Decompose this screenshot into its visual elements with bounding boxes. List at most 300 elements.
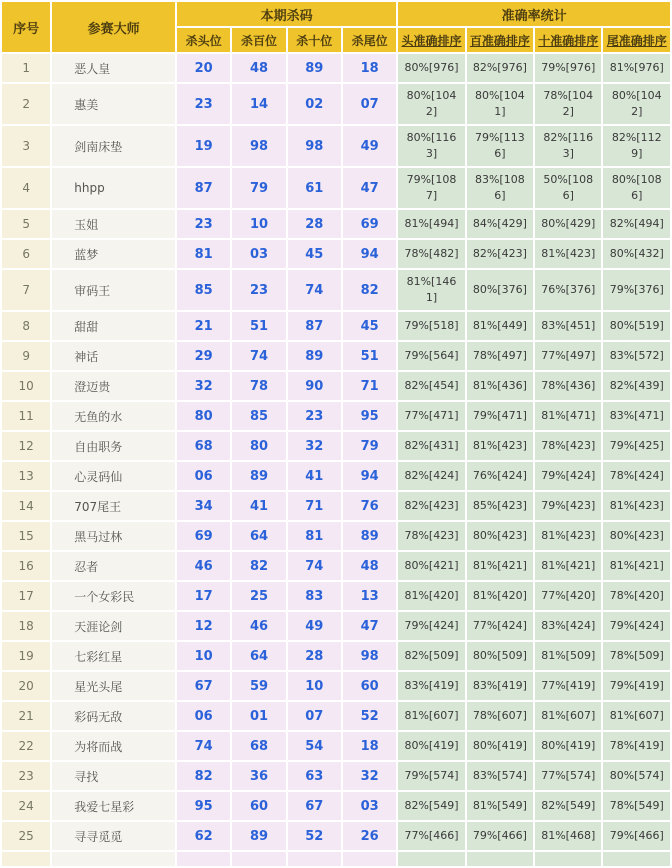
serial-cell: 10 <box>2 372 50 400</box>
master-name-cell: 无鱼的水 <box>52 402 175 430</box>
accuracy-sort-header-2[interactable] <box>467 28 533 52</box>
serial-cell: 11 <box>2 402 50 430</box>
table-row <box>2 210 670 238</box>
kill-number-cell-1: 19 <box>177 126 230 166</box>
accuracy-cell-1: 80%[976] <box>398 54 464 82</box>
kill-number-cell-4: 49 <box>343 126 396 166</box>
accuracy-cell-3: 77%[420] <box>535 582 601 610</box>
accuracy-cell-3: 81%[423] <box>535 522 601 550</box>
accuracy-cell-2: 80%[1041] <box>467 84 533 124</box>
accuracy-sort-header-1[interactable] <box>398 28 464 52</box>
serial-cell: 25 <box>2 822 50 850</box>
accuracy-cell-3: 80%[419] <box>535 732 601 760</box>
accuracy-cell-1: 80%[1042] <box>398 84 464 124</box>
kill-number-cell-1: 10 <box>177 642 230 670</box>
kill-number-cell-1: 17 <box>177 582 230 610</box>
serial-cell: 20 <box>2 672 50 700</box>
kill-number-cell-4: 45 <box>343 312 396 340</box>
partial-cell <box>2 852 50 866</box>
accuracy-cell-2: 83%[1086] <box>467 168 533 208</box>
accuracy-cell-4: 79%[424] <box>603 612 670 640</box>
accuracy-cell-4: 80%[423] <box>603 522 670 550</box>
accuracy-cell-1: 82%[509] <box>398 642 464 670</box>
table-row <box>2 792 670 820</box>
kill-number-cell-4: 52 <box>343 702 396 730</box>
kill-number-cell-3: 02 <box>288 84 341 124</box>
kill-number-cell-4: 13 <box>343 582 396 610</box>
accuracy-cell-2: 76%[424] <box>467 462 533 490</box>
accuracy-cell-1: 79%[518] <box>398 312 464 340</box>
accuracy-cell-1: 80%[1163] <box>398 126 464 166</box>
accuracy-cell-2: 83%[574] <box>467 762 533 790</box>
kill-number-cell-4: 94 <box>343 240 396 268</box>
kill-number-cell-1: 74 <box>177 732 230 760</box>
kill-number-cell-1: 21 <box>177 312 230 340</box>
accuracy-cell-1: 80%[421] <box>398 552 464 580</box>
master-name-cell: 天涯论剑 <box>52 612 175 640</box>
accuracy-sort-header-3[interactable] <box>535 28 601 52</box>
kill-number-cell-1: 69 <box>177 522 230 550</box>
accuracy-cell-3: 81%[607] <box>535 702 601 730</box>
kill-number-cell-4: 94 <box>343 462 396 490</box>
serial-cell: 18 <box>2 612 50 640</box>
kill-number-cell-4: 47 <box>343 168 396 208</box>
accuracy-cell-3: 81%[471] <box>535 402 601 430</box>
kill-number-cell-4: 98 <box>343 642 396 670</box>
master-name-cell: 恶人皇 <box>52 54 175 82</box>
table-row <box>2 168 670 208</box>
accuracy-cell-2: 78%[497] <box>467 342 533 370</box>
accuracy-cell-3: 83%[424] <box>535 612 601 640</box>
accuracy-cell-2: 77%[424] <box>467 612 533 640</box>
serial-cell: 15 <box>2 522 50 550</box>
kill-number-cell-4: 95 <box>343 402 396 430</box>
table-row <box>2 522 670 550</box>
serial-cell: 17 <box>2 582 50 610</box>
accuracy-cell-2: 81%[436] <box>467 372 533 400</box>
kill-number-cell-3: 28 <box>288 642 341 670</box>
kill-number-cell-3: 23 <box>288 402 341 430</box>
kill-number-cell-4: 71 <box>343 372 396 400</box>
kill-number-cell-2: 79 <box>232 168 285 208</box>
master-name-cell: 心灵码仙 <box>52 462 175 490</box>
kill-number-cell-2: 64 <box>232 522 285 550</box>
kill-number-cell-4: 47 <box>343 612 396 640</box>
serial-cell: 7 <box>2 270 50 310</box>
accuracy-cell-1: 78%[423] <box>398 522 464 550</box>
kill-number-cell-2: 23 <box>232 270 285 310</box>
kill-number-cell-2: 98 <box>232 126 285 166</box>
accuracy-cell-2: 81%[549] <box>467 792 533 820</box>
kill-number-cell-2: 60 <box>232 792 285 820</box>
kill-number-cell-3: 89 <box>288 342 341 370</box>
accuracy-cell-2: 78%[607] <box>467 702 533 730</box>
serial-cell: 3 <box>2 126 50 166</box>
accuracy-cell-4: 79%[425] <box>603 432 670 460</box>
kill-number-cell-2: 10 <box>232 210 285 238</box>
serial-cell: 14 <box>2 492 50 520</box>
accuracy-cell-2: 82%[423] <box>467 240 533 268</box>
partial-cell <box>177 852 230 866</box>
kill-number-cell-1: 12 <box>177 612 230 640</box>
accuracy-cell-1: 81%[607] <box>398 702 464 730</box>
accuracy-cell-4: 80%[1086] <box>603 168 670 208</box>
accuracy-cell-2: 81%[449] <box>467 312 533 340</box>
accuracy-cell-3: 77%[574] <box>535 762 601 790</box>
accuracy-cell-1: 81%[420] <box>398 582 464 610</box>
serial-cell: 16 <box>2 552 50 580</box>
kill-number-cell-4: 07 <box>343 84 396 124</box>
kill-number-cell-2: 85 <box>232 402 285 430</box>
kill-number-cell-3: 54 <box>288 732 341 760</box>
kill-number-cell-3: 83 <box>288 582 341 610</box>
kill-number-cell-3: 63 <box>288 762 341 790</box>
table-row <box>2 702 670 730</box>
serial-cell: 9 <box>2 342 50 370</box>
accuracy-cell-3: 76%[376] <box>535 270 601 310</box>
partial-cell <box>343 852 396 866</box>
kill-number-cell-4: 89 <box>343 522 396 550</box>
serial-cell: 13 <box>2 462 50 490</box>
kill-number-cell-2: 01 <box>232 702 285 730</box>
accuracy-cell-3: 78%[1042] <box>535 84 601 124</box>
accuracy-cell-3: 82%[549] <box>535 792 601 820</box>
kill-number-cell-3: 45 <box>288 240 341 268</box>
kill-number-cell-3: 49 <box>288 612 341 640</box>
accuracy-cell-3: 81%[421] <box>535 552 601 580</box>
serial-cell: 4 <box>2 168 50 208</box>
kill-number-cell-2: 51 <box>232 312 285 340</box>
table-row <box>2 126 670 166</box>
accuracy-cell-4: 82%[439] <box>603 372 670 400</box>
master-name-cell: 黑马过林 <box>52 522 175 550</box>
master-name-cell: 我爱七星彩 <box>52 792 175 820</box>
accuracy-cell-3: 81%[423] <box>535 240 601 268</box>
master-name-cell: hhpp <box>52 168 175 208</box>
kill-number-cell-2: 78 <box>232 372 285 400</box>
accuracy-cell-1: 82%[454] <box>398 372 464 400</box>
accuracy-cell-3: 77%[497] <box>535 342 601 370</box>
accuracy-cell-1: 79%[424] <box>398 612 464 640</box>
kill-number-cell-1: 23 <box>177 210 230 238</box>
accuracy-cell-2: 83%[419] <box>467 672 533 700</box>
kill-number-cell-2: 36 <box>232 762 285 790</box>
accuracy-cell-4: 81%[607] <box>603 702 670 730</box>
kill-number-cell-1: 20 <box>177 54 230 82</box>
master-name-cell: 一个女彩民 <box>52 582 175 610</box>
accuracy-cell-3: 78%[423] <box>535 432 601 460</box>
accuracy-cell-1: 82%[431] <box>398 432 464 460</box>
accuracy-cell-1: 80%[419] <box>398 732 464 760</box>
accuracy-cell-1: 81%[494] <box>398 210 464 238</box>
accuracy-sort-link-1[interactable]: 头准确排序 <box>401 33 462 48</box>
kill-number-cell-4: 26 <box>343 822 396 850</box>
partial-cell <box>288 852 341 866</box>
kill-number-cell-3: 61 <box>288 168 341 208</box>
kill-number-cell-2: 64 <box>232 642 285 670</box>
table-row <box>2 672 670 700</box>
accuracy-cell-3: 80%[429] <box>535 210 601 238</box>
accuracy-cell-4: 80%[519] <box>603 312 670 340</box>
kill-number-cell-2: 74 <box>232 342 285 370</box>
accuracy-cell-2: 80%[509] <box>467 642 533 670</box>
accuracy-cell-3: 83%[451] <box>535 312 601 340</box>
kill-number-cell-1: 68 <box>177 432 230 460</box>
kill-number-cell-2: 46 <box>232 612 285 640</box>
kill-number-cell-4: 76 <box>343 492 396 520</box>
accuracy-cell-4: 81%[421] <box>603 552 670 580</box>
accuracy-cell-4: 79%[466] <box>603 822 670 850</box>
table-row <box>2 372 670 400</box>
kill-number-cell-4: 18 <box>343 54 396 82</box>
kill-number-cell-1: 81 <box>177 240 230 268</box>
master-name-cell: 寻寻觅觅 <box>52 822 175 850</box>
serial-cell: 22 <box>2 732 50 760</box>
master-name-cell: 神话 <box>52 342 175 370</box>
accuracy-cell-2: 85%[423] <box>467 492 533 520</box>
accuracy-cell-2: 80%[423] <box>467 522 533 550</box>
master-name-cell: 剑南床垫 <box>52 126 175 166</box>
kill-number-cell-2: 14 <box>232 84 285 124</box>
accuracy-cell-2: 80%[376] <box>467 270 533 310</box>
kill-col-header-1: 杀头位 <box>177 28 230 52</box>
serial-cell: 12 <box>2 432 50 460</box>
kill-number-cell-1: 23 <box>177 84 230 124</box>
accuracy-cell-2: 84%[429] <box>467 210 533 238</box>
kill-number-cell-2: 03 <box>232 240 285 268</box>
table-row <box>2 462 670 490</box>
kill-number-cell-4: 48 <box>343 552 396 580</box>
accuracy-cell-4: 78%[424] <box>603 462 670 490</box>
accuracy-cell-1: 81%[1461] <box>398 270 464 310</box>
kill-number-cell-3: 07 <box>288 702 341 730</box>
kill-number-cell-2: 89 <box>232 462 285 490</box>
accuracy-cell-4: 82%[494] <box>603 210 670 238</box>
kill-number-cell-3: 41 <box>288 462 341 490</box>
accuracy-cell-4: 81%[423] <box>603 492 670 520</box>
table-row <box>2 432 670 460</box>
partial-cell <box>535 852 601 866</box>
kill-number-cell-4: 18 <box>343 732 396 760</box>
kill-number-cell-3: 89 <box>288 54 341 82</box>
accuracy-sort-header-4[interactable] <box>603 28 670 52</box>
kill-number-cell-3: 98 <box>288 126 341 166</box>
master-name-cell: 审码王 <box>52 270 175 310</box>
kill-number-cell-1: 67 <box>177 672 230 700</box>
accuracy-cell-3: 79%[423] <box>535 492 601 520</box>
accuracy-cell-4: 79%[419] <box>603 672 670 700</box>
accuracy-cell-4: 83%[471] <box>603 402 670 430</box>
kill-number-cell-4: 82 <box>343 270 396 310</box>
kill-number-cell-1: 34 <box>177 492 230 520</box>
accuracy-cell-3: 81%[468] <box>535 822 601 850</box>
header-master: 参赛大师 <box>52 2 175 52</box>
accuracy-cell-1: 82%[424] <box>398 462 464 490</box>
accuracy-cell-1: 82%[423] <box>398 492 464 520</box>
accuracy-cell-1: 77%[471] <box>398 402 464 430</box>
table-row <box>2 732 670 760</box>
partial-cell <box>232 852 285 866</box>
accuracy-sort-link-3[interactable]: 十准确排序 <box>538 33 599 48</box>
serial-cell: 24 <box>2 792 50 820</box>
kill-number-cell-3: 87 <box>288 312 341 340</box>
table-row <box>2 270 670 310</box>
kill-number-cell-4: 03 <box>343 792 396 820</box>
accuracy-cell-3: 79%[976] <box>535 54 601 82</box>
kill-number-cell-1: 80 <box>177 402 230 430</box>
kill-number-cell-1: 06 <box>177 462 230 490</box>
table-row <box>2 642 670 670</box>
kill-col-header-2: 杀百位 <box>232 28 285 52</box>
master-name-cell: 玉姐 <box>52 210 175 238</box>
kill-number-cell-1: 29 <box>177 342 230 370</box>
table-row <box>2 240 670 268</box>
kill-number-cell-4: 69 <box>343 210 396 238</box>
accuracy-cell-2: 79%[466] <box>467 822 533 850</box>
accuracy-cell-2: 81%[421] <box>467 552 533 580</box>
table-row <box>2 552 670 580</box>
kill-number-cell-4: 79 <box>343 432 396 460</box>
kill-number-cell-4: 51 <box>343 342 396 370</box>
master-name-cell: 自由职务 <box>52 432 175 460</box>
accuracy-cell-4: 83%[572] <box>603 342 670 370</box>
kill-number-cell-3: 74 <box>288 552 341 580</box>
partial-cell <box>467 852 533 866</box>
kill-number-cell-3: 67 <box>288 792 341 820</box>
accuracy-cell-1: 78%[482] <box>398 240 464 268</box>
kill-col-header-3: 杀十位 <box>288 28 341 52</box>
kill-number-cell-2: 48 <box>232 54 285 82</box>
accuracy-cell-4: 81%[976] <box>603 54 670 82</box>
master-name-cell: 澄迈贵 <box>52 372 175 400</box>
table-row <box>2 402 670 430</box>
table-row <box>2 612 670 640</box>
accuracy-cell-1: 79%[564] <box>398 342 464 370</box>
accuracy-cell-4: 78%[509] <box>603 642 670 670</box>
accuracy-cell-4: 82%[1129] <box>603 126 670 166</box>
kill-number-cell-1: 82 <box>177 762 230 790</box>
header-group-accuracy: 准确率统计 <box>398 2 670 26</box>
accuracy-cell-4: 78%[549] <box>603 792 670 820</box>
partial-cell <box>52 852 175 866</box>
accuracy-cell-2: 79%[1136] <box>467 126 533 166</box>
partial-cell <box>398 852 464 866</box>
kill-number-cell-3: 90 <box>288 372 341 400</box>
header-row-groups <box>2 2 670 26</box>
serial-cell: 8 <box>2 312 50 340</box>
accuracy-sort-link-2[interactable]: 百准确排序 <box>469 33 530 48</box>
serial-cell: 19 <box>2 642 50 670</box>
accuracy-cell-2: 79%[471] <box>467 402 533 430</box>
kill-number-cell-2: 59 <box>232 672 285 700</box>
kill-number-cell-2: 82 <box>232 552 285 580</box>
master-name-cell: 彩码无敌 <box>52 702 175 730</box>
kill-number-cell-3: 32 <box>288 432 341 460</box>
accuracy-cell-3: 77%[419] <box>535 672 601 700</box>
kill-number-cell-4: 32 <box>343 762 396 790</box>
kill-number-cell-1: 95 <box>177 792 230 820</box>
table-row <box>2 312 670 340</box>
accuracy-cell-3: 81%[509] <box>535 642 601 670</box>
kill-number-cell-1: 85 <box>177 270 230 310</box>
kill-number-cell-4: 60 <box>343 672 396 700</box>
partial-cell <box>603 852 670 866</box>
serial-cell: 5 <box>2 210 50 238</box>
table-row <box>2 342 670 370</box>
accuracy-cell-2: 80%[419] <box>467 732 533 760</box>
kill-number-cell-3: 10 <box>288 672 341 700</box>
accuracy-cell-4: 78%[420] <box>603 582 670 610</box>
table-row <box>2 762 670 790</box>
kill-number-cell-1: 46 <box>177 552 230 580</box>
serial-cell: 23 <box>2 762 50 790</box>
kill-number-cell-2: 25 <box>232 582 285 610</box>
master-name-cell: 寻找 <box>52 762 175 790</box>
accuracy-cell-1: 83%[419] <box>398 672 464 700</box>
master-name-cell: 七彩红星 <box>52 642 175 670</box>
master-name-cell: 甜甜 <box>52 312 175 340</box>
accuracy-cell-1: 79%[574] <box>398 762 464 790</box>
serial-cell: 21 <box>2 702 50 730</box>
kill-col-header-4: 杀尾位 <box>343 28 396 52</box>
kill-number-cell-3: 74 <box>288 270 341 310</box>
master-name-cell: 为将而战 <box>52 732 175 760</box>
accuracy-cell-4: 78%[419] <box>603 732 670 760</box>
accuracy-cell-1: 77%[466] <box>398 822 464 850</box>
kill-number-cell-3: 52 <box>288 822 341 850</box>
table-row <box>2 84 670 124</box>
table-row <box>2 582 670 610</box>
master-name-cell: 星光头尾 <box>52 672 175 700</box>
accuracy-cell-3: 50%[1086] <box>535 168 601 208</box>
kill-number-cell-3: 28 <box>288 210 341 238</box>
accuracy-cell-3: 82%[1163] <box>535 126 601 166</box>
header-serial: 序号 <box>2 2 50 52</box>
kill-number-cell-2: 80 <box>232 432 285 460</box>
accuracy-cell-1: 82%[549] <box>398 792 464 820</box>
accuracy-cell-4: 79%[376] <box>603 270 670 310</box>
header-group-kill: 本期杀码 <box>177 2 396 26</box>
kill-number-cell-1: 62 <box>177 822 230 850</box>
kill-number-cell-2: 89 <box>232 822 285 850</box>
master-name-cell: 蓝梦 <box>52 240 175 268</box>
accuracy-cell-2: 81%[420] <box>467 582 533 610</box>
accuracy-cell-2: 82%[976] <box>467 54 533 82</box>
kill-number-cell-1: 06 <box>177 702 230 730</box>
table-row <box>2 54 670 82</box>
accuracy-sort-link-4[interactable]: 尾准确排序 <box>606 33 667 48</box>
kill-number-cell-1: 32 <box>177 372 230 400</box>
serial-cell: 2 <box>2 84 50 124</box>
accuracy-cell-4: 80%[432] <box>603 240 670 268</box>
master-name-cell: 707尾王 <box>52 492 175 520</box>
kill-number-cell-2: 68 <box>232 732 285 760</box>
accuracy-cell-3: 78%[436] <box>535 372 601 400</box>
table-row <box>2 492 670 520</box>
kill-number-cell-3: 81 <box>288 522 341 550</box>
accuracy-cell-4: 80%[1042] <box>603 84 670 124</box>
serial-cell: 1 <box>2 54 50 82</box>
kill-number-cell-2: 41 <box>232 492 285 520</box>
table-row <box>2 822 670 850</box>
serial-cell: 6 <box>2 240 50 268</box>
accuracy-cell-2: 81%[423] <box>467 432 533 460</box>
accuracy-cell-3: 79%[424] <box>535 462 601 490</box>
accuracy-cell-4: 80%[574] <box>603 762 670 790</box>
master-name-cell: 惠美 <box>52 84 175 124</box>
kill-number-cell-3: 71 <box>288 492 341 520</box>
kill-number-cell-1: 87 <box>177 168 230 208</box>
